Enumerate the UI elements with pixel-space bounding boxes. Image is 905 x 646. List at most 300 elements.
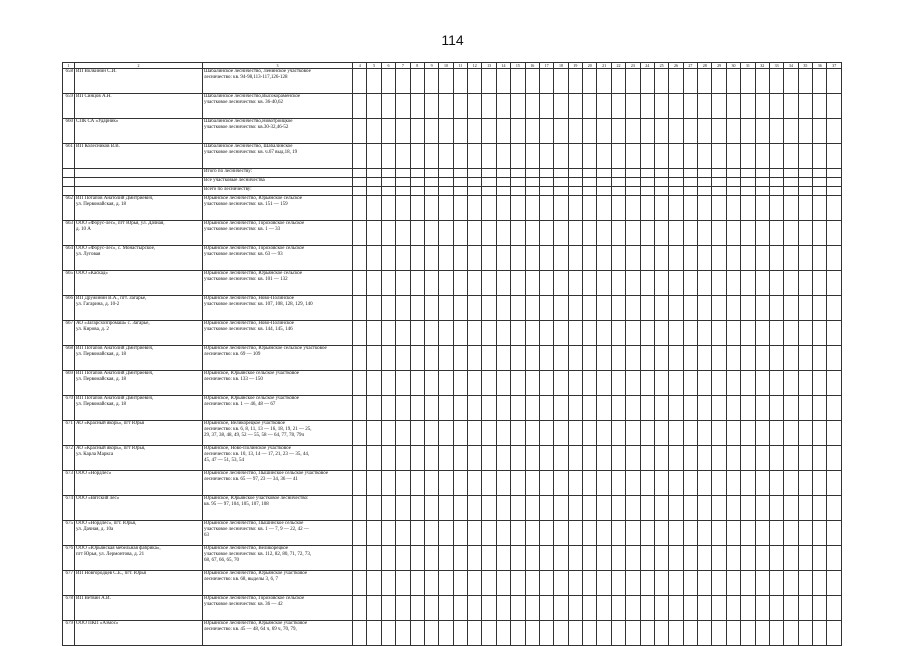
value-cell bbox=[813, 187, 827, 196]
value-cell bbox=[511, 246, 525, 271]
value-cell bbox=[568, 246, 582, 271]
value-cell bbox=[410, 471, 424, 496]
table-row bbox=[63, 596, 842, 621]
value-cell bbox=[597, 94, 611, 119]
value-cell bbox=[554, 321, 568, 346]
table-row bbox=[63, 271, 842, 296]
organization-cell bbox=[75, 178, 203, 187]
value-cell bbox=[353, 187, 367, 196]
value-cell bbox=[439, 94, 453, 119]
value-cell bbox=[827, 187, 842, 196]
organization-cell: ООО «Юрьянская мебельная фабрика», пгт Юрья, ул. Лермонтова, д. 21 bbox=[75, 546, 203, 571]
forestry-location-cell: Шабалинское лесничество,Высокораменское участковое лесничество: кв. 36-40,62 bbox=[203, 94, 353, 119]
value-cell bbox=[568, 221, 582, 246]
value-cell bbox=[597, 521, 611, 546]
value-cell bbox=[712, 421, 726, 446]
value-cell bbox=[410, 446, 424, 471]
value-cell bbox=[353, 621, 367, 646]
value-cell bbox=[554, 94, 568, 119]
value-cell bbox=[626, 521, 640, 546]
value-cell bbox=[798, 346, 812, 371]
value-cell bbox=[611, 521, 625, 546]
organization-cell: ООО «Нордлес», пгт. Юрья, ул. Дачная, д. 10а bbox=[75, 521, 203, 546]
forestry-location-cell: Юрьянское лесничество, Великорецкое участковое лесничество: кв. 112, 82, 80, 71, 72, 73, 68, 67, 66, 65, 70 bbox=[203, 546, 353, 571]
value-cell bbox=[568, 94, 582, 119]
row-number: 673 bbox=[63, 471, 75, 496]
value-cell bbox=[741, 471, 755, 496]
value-cell bbox=[525, 94, 539, 119]
value-cell bbox=[798, 396, 812, 421]
value-cell bbox=[482, 196, 496, 221]
value-cell bbox=[683, 596, 697, 621]
row-number: 669 bbox=[63, 371, 75, 396]
value-cell bbox=[755, 296, 769, 321]
value-cell bbox=[698, 144, 712, 169]
value-cell bbox=[683, 321, 697, 346]
column-number: 5 bbox=[367, 63, 381, 69]
value-cell bbox=[755, 169, 769, 178]
value-cell bbox=[482, 69, 496, 94]
value-cell bbox=[381, 144, 395, 169]
value-cell bbox=[554, 144, 568, 169]
value-cell bbox=[726, 69, 740, 94]
value-cell bbox=[784, 144, 798, 169]
value-cell bbox=[482, 496, 496, 521]
value-cell bbox=[741, 596, 755, 621]
summary-row bbox=[63, 169, 842, 178]
value-cell bbox=[769, 221, 783, 246]
value-cell bbox=[611, 187, 625, 196]
value-cell bbox=[626, 69, 640, 94]
value-cell bbox=[496, 471, 510, 496]
value-cell bbox=[525, 596, 539, 621]
value-cell bbox=[381, 221, 395, 246]
value-cell bbox=[554, 571, 568, 596]
value-cell bbox=[769, 321, 783, 346]
value-cell bbox=[568, 596, 582, 621]
value-cell bbox=[611, 178, 625, 187]
value-cell bbox=[568, 446, 582, 471]
value-cell bbox=[424, 346, 438, 371]
value-cell bbox=[755, 321, 769, 346]
value-cell bbox=[798, 246, 812, 271]
value-cell bbox=[367, 446, 381, 471]
value-cell bbox=[669, 187, 683, 196]
column-number: 31 bbox=[741, 63, 755, 69]
value-cell bbox=[539, 396, 553, 421]
value-cell bbox=[568, 496, 582, 521]
value-cell bbox=[669, 196, 683, 221]
value-cell bbox=[626, 421, 640, 446]
value-cell bbox=[683, 346, 697, 371]
value-cell bbox=[755, 546, 769, 571]
value-cell bbox=[554, 69, 568, 94]
value-cell bbox=[439, 496, 453, 521]
value-cell bbox=[611, 546, 625, 571]
value-cell bbox=[597, 246, 611, 271]
value-cell bbox=[568, 187, 582, 196]
value-cell bbox=[712, 396, 726, 421]
value-cell bbox=[482, 471, 496, 496]
value-cell bbox=[554, 178, 568, 187]
value-cell bbox=[568, 346, 582, 371]
value-cell bbox=[453, 321, 467, 346]
row-number: 679 bbox=[63, 621, 75, 646]
value-cell bbox=[755, 246, 769, 271]
value-cell bbox=[798, 221, 812, 246]
value-cell bbox=[640, 187, 654, 196]
value-cell bbox=[798, 571, 812, 596]
organization-cell: ИП Потапов Анатолий Дмитриевич, ул. Первомайская, д. 18 bbox=[75, 346, 203, 371]
value-cell bbox=[410, 496, 424, 521]
summary-row bbox=[63, 187, 842, 196]
value-cell bbox=[568, 621, 582, 646]
value-cell bbox=[511, 221, 525, 246]
value-cell bbox=[611, 144, 625, 169]
value-cell bbox=[683, 471, 697, 496]
value-cell bbox=[568, 321, 582, 346]
value-cell bbox=[453, 144, 467, 169]
value-cell bbox=[640, 621, 654, 646]
value-cell bbox=[525, 169, 539, 178]
value-cell bbox=[626, 346, 640, 371]
value-cell bbox=[468, 371, 482, 396]
value-cell bbox=[726, 596, 740, 621]
organization-cell: ИП Ветвин А.И. bbox=[75, 596, 203, 621]
column-number: 25 bbox=[654, 63, 668, 69]
value-cell bbox=[769, 571, 783, 596]
value-cell bbox=[525, 321, 539, 346]
value-cell bbox=[683, 271, 697, 296]
value-cell bbox=[496, 396, 510, 421]
forestry-location-cell: Юрьянское лесничество, Ново-Полинское участковое лесничество: кв. 144, 145, 146 bbox=[203, 321, 353, 346]
value-cell bbox=[468, 221, 482, 246]
organization-cell: АО «Красный якорь», пгт Юрья bbox=[75, 421, 203, 446]
value-cell bbox=[410, 621, 424, 646]
value-cell bbox=[741, 144, 755, 169]
value-cell bbox=[410, 521, 424, 546]
value-cell bbox=[769, 94, 783, 119]
column-number: 23 bbox=[626, 63, 640, 69]
value-cell bbox=[669, 296, 683, 321]
value-cell bbox=[683, 119, 697, 144]
value-cell bbox=[468, 621, 482, 646]
value-cell bbox=[640, 346, 654, 371]
value-cell bbox=[683, 621, 697, 646]
row-number: 678 bbox=[63, 596, 75, 621]
value-cell bbox=[813, 94, 827, 119]
row-number: 677 bbox=[63, 571, 75, 596]
value-cell bbox=[683, 187, 697, 196]
organization-cell: СПК СА «Ударник» bbox=[75, 119, 203, 144]
value-cell bbox=[611, 471, 625, 496]
value-cell bbox=[611, 94, 625, 119]
value-cell bbox=[654, 571, 668, 596]
value-cell bbox=[482, 144, 496, 169]
value-cell bbox=[827, 94, 842, 119]
value-cell bbox=[496, 246, 510, 271]
value-cell bbox=[726, 421, 740, 446]
value-cell bbox=[568, 421, 582, 446]
value-cell bbox=[439, 596, 453, 621]
value-cell bbox=[453, 471, 467, 496]
value-cell bbox=[525, 621, 539, 646]
value-cell bbox=[741, 94, 755, 119]
value-cell bbox=[597, 144, 611, 169]
value-cell bbox=[640, 521, 654, 546]
value-cell bbox=[741, 178, 755, 187]
value-cell bbox=[769, 471, 783, 496]
value-cell bbox=[439, 296, 453, 321]
value-cell bbox=[482, 596, 496, 621]
value-cell bbox=[583, 271, 597, 296]
value-cell bbox=[597, 446, 611, 471]
value-cell bbox=[712, 621, 726, 646]
value-cell bbox=[769, 546, 783, 571]
value-cell bbox=[597, 346, 611, 371]
value-cell bbox=[496, 196, 510, 221]
value-cell bbox=[468, 296, 482, 321]
value-cell bbox=[511, 496, 525, 521]
value-cell bbox=[741, 221, 755, 246]
forestry-location-cell: Юрьянское, Юрьянское сельское участковое лесничество: кв. 1 — 46, 48 — 67 bbox=[203, 396, 353, 421]
column-number: 24 bbox=[640, 63, 654, 69]
value-cell bbox=[654, 346, 668, 371]
value-cell bbox=[353, 178, 367, 187]
value-cell bbox=[511, 571, 525, 596]
forestry-location-cell: Юрьянское лесничество, Гороховское сельское участковое лесничество: кв. 63 — 93 bbox=[203, 246, 353, 271]
value-cell bbox=[726, 178, 740, 187]
column-number: 34 bbox=[784, 63, 798, 69]
value-cell bbox=[539, 371, 553, 396]
value-cell bbox=[583, 246, 597, 271]
value-cell bbox=[798, 371, 812, 396]
value-cell bbox=[769, 196, 783, 221]
value-cell bbox=[525, 246, 539, 271]
organization-cell: ООО «Каскад» bbox=[75, 271, 203, 296]
value-cell bbox=[511, 596, 525, 621]
value-cell bbox=[712, 187, 726, 196]
value-cell bbox=[683, 69, 697, 94]
value-cell bbox=[482, 446, 496, 471]
value-cell bbox=[784, 421, 798, 446]
value-cell bbox=[669, 321, 683, 346]
value-cell bbox=[698, 371, 712, 396]
value-cell bbox=[669, 421, 683, 446]
value-cell bbox=[410, 187, 424, 196]
value-cell bbox=[424, 571, 438, 596]
value-cell bbox=[396, 196, 410, 221]
value-cell bbox=[482, 346, 496, 371]
value-cell bbox=[424, 321, 438, 346]
value-cell bbox=[353, 221, 367, 246]
value-cell bbox=[712, 496, 726, 521]
table-row bbox=[63, 346, 842, 371]
value-cell bbox=[827, 396, 842, 421]
value-cell bbox=[554, 221, 568, 246]
organization-cell: ИП Новгородцев С.Е., пгт. Юрья bbox=[75, 571, 203, 596]
value-cell bbox=[654, 496, 668, 521]
value-cell bbox=[726, 246, 740, 271]
value-cell bbox=[597, 371, 611, 396]
value-cell bbox=[611, 296, 625, 321]
value-cell bbox=[511, 94, 525, 119]
value-cell bbox=[769, 271, 783, 296]
value-cell bbox=[798, 421, 812, 446]
value-cell bbox=[640, 94, 654, 119]
value-cell bbox=[611, 571, 625, 596]
value-cell bbox=[755, 69, 769, 94]
value-cell bbox=[597, 496, 611, 521]
value-cell bbox=[784, 621, 798, 646]
value-cell bbox=[568, 169, 582, 178]
value-cell bbox=[439, 521, 453, 546]
value-cell bbox=[654, 271, 668, 296]
value-cell bbox=[813, 169, 827, 178]
forestry-location-cell: Юрьянское лесничество, Пышинское сельское участковое лесничество: кв. 1 — 7, 9 — 22, 42 — 63 bbox=[203, 521, 353, 546]
value-cell bbox=[396, 178, 410, 187]
value-cell bbox=[511, 296, 525, 321]
value-cell bbox=[482, 371, 496, 396]
value-cell bbox=[827, 69, 842, 94]
value-cell bbox=[439, 371, 453, 396]
value-cell bbox=[813, 371, 827, 396]
value-cell bbox=[539, 169, 553, 178]
value-cell bbox=[640, 596, 654, 621]
value-cell bbox=[568, 69, 582, 94]
value-cell bbox=[482, 296, 496, 321]
row-number: 666 bbox=[63, 296, 75, 321]
value-cell bbox=[453, 246, 467, 271]
value-cell bbox=[698, 496, 712, 521]
value-cell bbox=[827, 321, 842, 346]
value-cell bbox=[381, 471, 395, 496]
value-cell bbox=[712, 596, 726, 621]
value-cell bbox=[827, 144, 842, 169]
value-cell bbox=[453, 221, 467, 246]
column-number: 22 bbox=[611, 63, 625, 69]
value-cell bbox=[525, 271, 539, 296]
value-cell bbox=[654, 596, 668, 621]
value-cell bbox=[654, 371, 668, 396]
value-cell bbox=[468, 471, 482, 496]
value-cell bbox=[698, 169, 712, 178]
value-cell bbox=[453, 396, 467, 421]
value-cell bbox=[813, 321, 827, 346]
value-cell bbox=[669, 521, 683, 546]
value-cell bbox=[784, 321, 798, 346]
value-cell bbox=[698, 621, 712, 646]
value-cell bbox=[755, 571, 769, 596]
value-cell bbox=[741, 546, 755, 571]
value-cell bbox=[424, 471, 438, 496]
organization-cell: ООО ПКП «Азмос» bbox=[75, 621, 203, 646]
value-cell bbox=[439, 346, 453, 371]
value-cell bbox=[525, 221, 539, 246]
value-cell bbox=[367, 187, 381, 196]
value-cell bbox=[827, 471, 842, 496]
value-cell bbox=[813, 271, 827, 296]
value-cell bbox=[468, 346, 482, 371]
value-cell bbox=[611, 371, 625, 396]
value-cell bbox=[654, 144, 668, 169]
value-cell bbox=[726, 321, 740, 346]
value-cell bbox=[626, 596, 640, 621]
organization-cell: ИП Потапов Анатолий Дмитриевич, ул. Первомайская, д. 18 bbox=[75, 396, 203, 421]
value-cell bbox=[439, 421, 453, 446]
value-cell bbox=[410, 178, 424, 187]
value-cell bbox=[784, 296, 798, 321]
value-cell bbox=[554, 119, 568, 144]
value-cell bbox=[640, 69, 654, 94]
value-cell bbox=[396, 346, 410, 371]
value-cell bbox=[784, 119, 798, 144]
value-cell bbox=[410, 221, 424, 246]
value-cell bbox=[827, 496, 842, 521]
value-cell bbox=[367, 178, 381, 187]
value-cell bbox=[683, 571, 697, 596]
value-cell bbox=[755, 196, 769, 221]
value-cell bbox=[698, 546, 712, 571]
table-row bbox=[63, 496, 842, 521]
value-cell bbox=[597, 321, 611, 346]
value-cell bbox=[525, 144, 539, 169]
value-cell bbox=[798, 169, 812, 178]
value-cell bbox=[453, 521, 467, 546]
value-cell bbox=[784, 521, 798, 546]
value-cell bbox=[381, 246, 395, 271]
value-cell bbox=[568, 571, 582, 596]
value-cell bbox=[669, 119, 683, 144]
value-cell bbox=[769, 371, 783, 396]
organization-cell: АО «Красный якорь», пгт Юрья, ул. Карла Маркса bbox=[75, 446, 203, 471]
value-cell bbox=[424, 271, 438, 296]
value-cell bbox=[439, 396, 453, 421]
value-cell bbox=[482, 421, 496, 446]
value-cell bbox=[453, 296, 467, 321]
value-cell bbox=[712, 178, 726, 187]
summary-label: Все участковые лесничества bbox=[203, 178, 353, 187]
row-number: 671 bbox=[63, 421, 75, 446]
value-cell bbox=[439, 321, 453, 346]
value-cell bbox=[626, 571, 640, 596]
value-cell bbox=[583, 471, 597, 496]
organization-cell: ООО «Форус-лес», пгт Юрья, ул. Дачная, д. 10 А bbox=[75, 221, 203, 246]
value-cell bbox=[396, 119, 410, 144]
value-cell bbox=[468, 271, 482, 296]
value-cell bbox=[583, 546, 597, 571]
value-cell bbox=[813, 144, 827, 169]
value-cell bbox=[784, 371, 798, 396]
value-cell bbox=[726, 446, 740, 471]
value-cell bbox=[784, 471, 798, 496]
value-cell bbox=[669, 596, 683, 621]
value-cell bbox=[496, 596, 510, 621]
value-cell bbox=[827, 221, 842, 246]
value-cell bbox=[424, 119, 438, 144]
value-cell bbox=[726, 187, 740, 196]
value-cell bbox=[813, 521, 827, 546]
value-cell bbox=[741, 621, 755, 646]
value-cell bbox=[583, 396, 597, 421]
value-cell bbox=[410, 571, 424, 596]
column-number: 30 bbox=[726, 63, 740, 69]
value-cell bbox=[525, 178, 539, 187]
table-row bbox=[63, 246, 842, 271]
value-cell bbox=[784, 346, 798, 371]
value-cell bbox=[597, 296, 611, 321]
value-cell bbox=[654, 246, 668, 271]
